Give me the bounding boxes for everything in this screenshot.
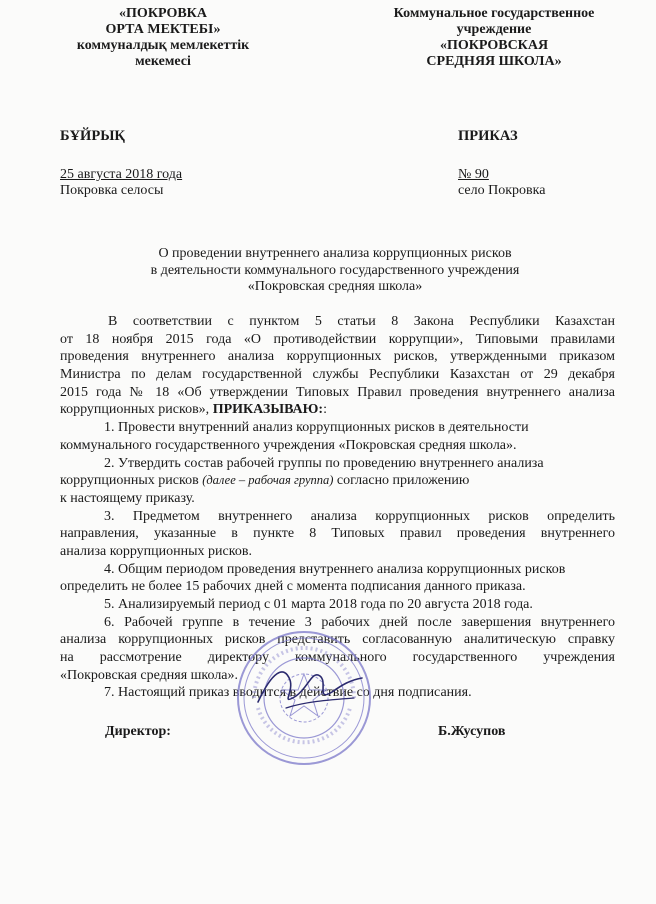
handwritten-signature-icon — [250, 650, 370, 720]
header-ru-line: учреждение — [456, 22, 532, 37]
intro-last-text: коррупционных рисков», — [60, 402, 213, 418]
order-number: № 90 — [458, 167, 489, 182]
signature-role: Директор: — [105, 724, 171, 739]
item-4-line: 4. Общим периодом проведения внутреннего анализа коррупционных рисков — [104, 561, 566, 577]
item-6-line: 6. Рабочей группе в течение 3 рабочих дней после завершения внутреннего — [104, 614, 615, 630]
item-3-line: 3. Предметом внутреннего анализа коррупционных рисков определить — [104, 508, 615, 524]
item-1-line: коммунального государственного учреждения «Покровская средняя школа». — [60, 437, 517, 453]
signature-name: Б.Жусупов — [438, 724, 506, 739]
title-line: О проведении внутреннего анализа коррупционных рисков — [158, 246, 512, 261]
intro-colon: : — [323, 402, 327, 418]
item-2-text-b: согласно приложению — [333, 473, 470, 489]
intro-line: от 18 ноября 2015 года «О противодействии коррупции», Типовыми правилами — [60, 331, 615, 347]
item-2-italic: (далее – рабочая группа) — [202, 473, 334, 488]
order-date: 25 августа 2018 года — [60, 167, 183, 182]
order-label-kz: БҰЙРЫҚ — [60, 128, 125, 144]
order-label-ru: ПРИКАЗ — [458, 128, 518, 144]
item-3-line: направления, указанные в пункте 8 Типовых правил проведения внутреннего — [60, 526, 615, 542]
header-kz-line: ОРТА МЕКТЕБІ» — [105, 22, 221, 37]
order-place-ru: село Покровка — [458, 183, 546, 198]
item-6-line: анализа коррупционных рисков представить согласованную аналитическую справку — [60, 632, 615, 648]
header-ru-line: Коммунальное государственное — [393, 6, 595, 21]
intro-last-line — [60, 401, 615, 419]
header-ru — [360, 6, 628, 70]
header-kz-line: «ПОКРОВКА — [119, 6, 207, 21]
item-2-line: к настоящему приказу. — [60, 490, 195, 506]
order-command: ПРИКАЗЫВАЮ: — [212, 402, 324, 418]
item-2-line — [60, 472, 615, 490]
title-line: «Покровская средняя школа» — [247, 279, 423, 294]
item-6-line: «Покровская средняя школа». — [60, 667, 239, 683]
item-4-line: определить не более 15 рабочих дней с момента подписания данного приказа. — [60, 579, 526, 595]
item-5-line: 5. Анализируемый период с 01 марта 2018 года по 20 августа 2018 года. — [104, 597, 533, 612]
item-2-text-a: коррупционных рисков — [60, 473, 203, 489]
intro-line: проведения внутреннего анализа коррупционных рисков, утвержденными приказом — [60, 349, 615, 365]
intro-line: Министра по делам государственной службы Республики Казахстан от 29 декабря — [60, 367, 615, 383]
header-ru-line: СРЕДНЯЯ ШКОЛА» — [426, 54, 562, 69]
item-1-line: 1. Провести внутренний анализ коррупционных рисков в деятельности — [104, 420, 529, 436]
document-title — [60, 246, 610, 296]
title-line: в деятельности коммунального государственного учреждения — [150, 262, 520, 278]
item-6-line: на рассмотрение директору коммунального государственного учреждения — [60, 650, 615, 666]
header-ru-line: «ПОКРОВСКАЯ — [439, 38, 549, 53]
intro-line: 2015 года № 18 «Об утверждении Типовых Правил проведения внутреннего анализа — [60, 384, 615, 400]
header-kz-line: мекемесі — [135, 54, 191, 69]
intro-line: В соответствии с пунктом 5 статьи 8 Закона Республики Казахстан — [108, 314, 615, 329]
item-3-line: анализа коррупционных рисков. — [60, 543, 252, 559]
order-place-kz: Покровка селосы — [60, 183, 164, 198]
item-7-line: 7. Настоящий приказ вводится в действие со дня подписания. — [104, 685, 472, 701]
header-kz-line: коммуналдық мемлекеттік — [76, 38, 250, 53]
item-2-line: 2. Утвердить состав рабочей группы по проведению внутреннего анализа — [104, 455, 544, 471]
header-kz — [58, 6, 268, 70]
